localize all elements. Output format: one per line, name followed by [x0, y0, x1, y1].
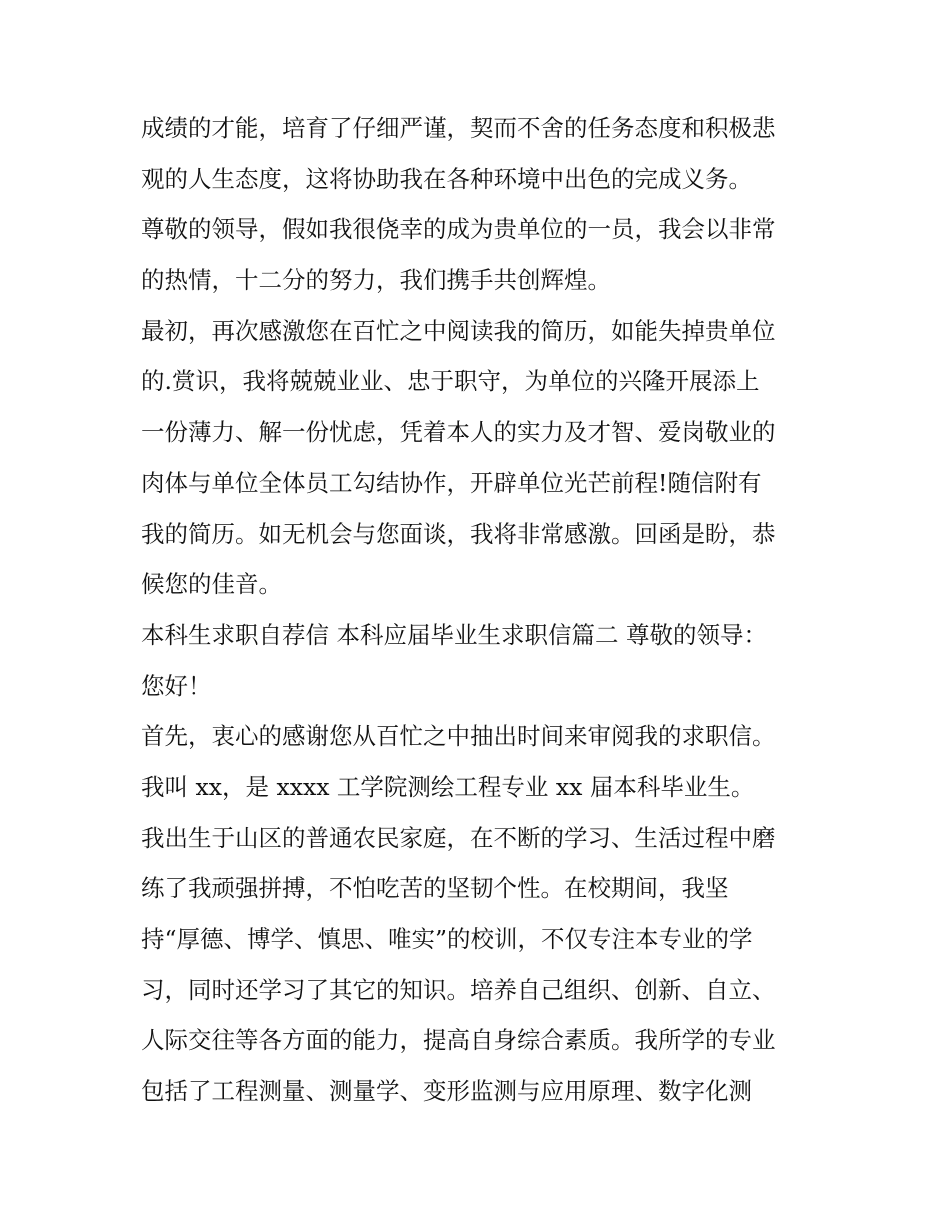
text-line: 我出生于山区的普通农民家庭，在不断的学习、生活过程中磨 — [141, 823, 776, 852]
text-line: 练了我顽强拼搏，不怕吃苦的坚韧个性。在校期间，我坚 — [141, 874, 729, 903]
text-line: 成绩的才能，培育了仔细严谨，契而不舍的任务态度和积极悲 — [141, 114, 776, 142]
text-line: 我叫 xx，是 xxxx 工学院测绘工程专业 xx 届本科毕业生。 — [141, 772, 755, 801]
text-line: 尊敬的领导，假如我很侥幸的成为贵单位的一员，我会以非常 — [141, 215, 776, 244]
text-line: 肉体与单位全体员工勾结协作，开辟单位光芒前程!随信附有 — [141, 468, 762, 497]
text-line: 最初，再次感激您在百忙之中阅读我的简历，如能失掉贵单位 — [141, 316, 776, 345]
section-heading-line: 本科生求职自荐信 本科应届毕业生求职信篇二 尊敬的领导： — [141, 620, 767, 649]
text-line: 人际交往等各方面的能力，提高自身综合素质。我所学的专业 — [141, 1026, 776, 1055]
text-line: 的热情，十二分的努力，我们携手共创辉煌。 — [141, 266, 611, 295]
text-line: 包括了工程测量、测量学、变形监测与应用原理、数字化测 — [141, 1077, 752, 1106]
text-line: 持“厚德、博学、慎思、唯实”的校训，不仅专注本专业的学 — [141, 925, 753, 953]
text-line: 的.赏识，我将兢兢业业、忠于职守，为单位的兴隆开展添上 — [141, 367, 760, 396]
text-line: 我的简历。如无机会与您面谈，我将非常感激。回函是盼，恭 — [141, 519, 776, 548]
text-line: 观的人生态度，这将协助我在各种环境中出色的完成义务。 — [141, 164, 752, 193]
text-line: 首先，衷心的感谢您从百忙之中抽出时间来审阅我的求职信。 — [141, 722, 776, 751]
text-line: 习，同时还学习了其它的知识。培养自己组织、创新、自立、 — [141, 975, 776, 1004]
text-line: 一份薄力、解一份忧虑，凭着本人的实力及才智、爱岗敬业的 — [141, 418, 776, 447]
greeting-line: 您好！ — [141, 671, 212, 700]
text-line: 候您的佳音。 — [141, 570, 282, 599]
document-body — [141, 103, 831, 1117]
